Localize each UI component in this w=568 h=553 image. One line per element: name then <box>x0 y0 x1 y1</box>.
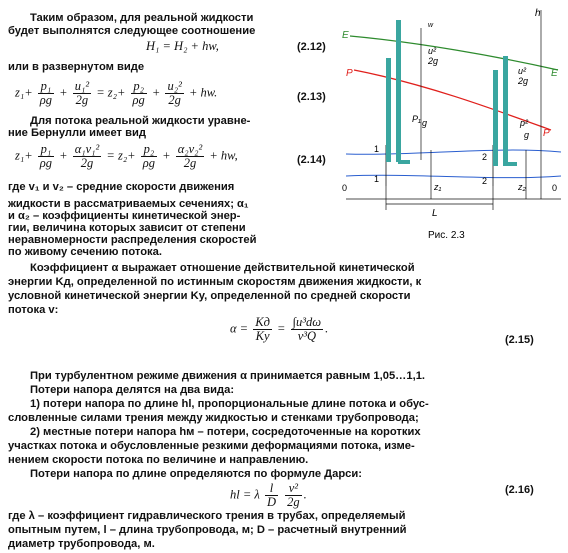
para-4-line-4: потока v: <box>8 304 59 316</box>
svg-text:E: E <box>551 68 558 79</box>
svg-text:p²: p² <box>520 118 529 128</box>
equation-2-15: α = $\frac{Kд}{Kу}$ = $\frac{\text{∫u³dω}}{\text{v³Q}}$ . <box>230 315 329 343</box>
para-3-line-2: жидкости в рассматриваемых сечениях; α₁ <box>8 198 249 210</box>
para-3-line-5: неравномерности распределения скоростей <box>8 234 257 246</box>
svg-text:w: w <box>428 22 434 29</box>
svg-text:P: P <box>543 128 550 139</box>
equation-number-2-16: (2.16) <box>505 484 534 496</box>
para-7-line-2: словленные силами трения между жидкостью и стенками трубопровода; <box>8 412 419 424</box>
para-3-line-6: по живому сечению потока. <box>8 246 162 258</box>
svg-text:2g: 2g <box>518 76 529 86</box>
svg-text:P: P <box>346 68 353 79</box>
para-8-line-3: нением скорости потока по величине и направлению. <box>8 454 309 466</box>
svg-text:1: 1 <box>374 144 380 154</box>
para-3-line-4: гии, величина которых зависит от степени <box>8 222 246 234</box>
para-6: Потери напора делятся на два вида: <box>30 384 235 396</box>
equation-2-13: z₁+ $\frac{\text{p₁}}{\rho g}$ + $\frac{\text{u₁²}}{2g}$ = z₂+ $\frac{\text{p₂}}{\rho g}$ + $\frac{\text{u₂²}}{2g}$ + hw. <box>15 79 218 107</box>
para-4-line-3: условной кинетической энергии Kу, определенной по средней скорости <box>8 290 411 302</box>
svg-text:u²: u² <box>518 66 527 76</box>
equation-number-2-14: (2.14) <box>297 154 326 166</box>
svg-text:P₁: P₁ <box>412 114 421 124</box>
svg-text:2: 2 <box>482 152 488 162</box>
svg-text:z₁: z₁ <box>434 182 442 192</box>
expanded-form-label: или в развернутом виде <box>8 61 145 73</box>
para-8-line-1: 2) местные потери напора hм – потери, сосредоточенные на коротких <box>30 426 421 438</box>
svg-text:u²: u² <box>428 46 437 56</box>
svg-text:2g: 2g <box>428 56 439 66</box>
equation-number-2-12: (2.12) <box>297 41 326 53</box>
para-8-line-2: участках потока и обусловленные резкими деформациями потока, изме- <box>8 440 415 452</box>
svg-text:g: g <box>422 118 428 128</box>
svg-text:z₂: z₂ <box>518 182 526 192</box>
para-4-line-1: Коэффициент α выражает отношение действительной кинетической <box>30 262 415 274</box>
tube-2-right <box>503 56 508 166</box>
para-10-line-1: где λ – коэффициент гидравлического трения в трубах, определяемый <box>8 510 406 522</box>
para-5: При турбулентном режиме движения α принимается равным 1,05…1,1. <box>30 370 426 382</box>
svg-text:g: g <box>524 130 530 140</box>
equation-number-2-15: (2.15) <box>505 334 534 346</box>
equation-2-14: z₁+ $\frac{\text{p₁}}{\rho g}$ + $\frac{\text{α₁v₁²}}{2g}$ = z₂+ $\frac{\text{p₂}}{\rho g}$ + $\frac{\text{α₂v₂²}}{2g}$ + hw, <box>15 142 238 170</box>
figure-2-3 <box>336 0 568 250</box>
tube-1-left <box>386 58 391 162</box>
svg-text:0: 0 <box>552 183 558 193</box>
svg-text:h: h <box>535 8 541 19</box>
para-10-line-2: опытным путем, l – длина трубопровода, м; D – расчетный внутренний <box>8 524 407 536</box>
energy-line <box>350 36 558 70</box>
svg-text:L: L <box>432 208 438 219</box>
para-3-line-1: где v₁ и v₂ – средние скорости движения <box>8 181 235 193</box>
equation-2-16: hl = λ $\frac{l}{D}$ $\frac{\text{v²}}{2g}$ . <box>230 481 307 509</box>
para-1-line-2: будет выполнятся следующее соотношение <box>8 25 256 37</box>
svg-text:1: 1 <box>374 174 380 184</box>
para-7-line-1: 1) потери напора по длине hl, пропорциональные длине потока и обус- <box>30 398 429 410</box>
tube-2-left <box>493 70 498 166</box>
para-2-line-1: Для потока реальной жидкости уравне- <box>30 115 251 127</box>
para-2-line-2: ние Бернулли имеет вид <box>8 127 146 139</box>
svg-text:0: 0 <box>342 183 348 193</box>
para-3-line-3: и α₂ – коэффициенты кинетической энер- <box>8 210 241 222</box>
para-9: Потери напора по длине определяются по формуле Дарси: <box>30 468 362 480</box>
tube-1-right <box>396 20 401 162</box>
equation-2-12: H₁ = H₂ + hw, <box>146 39 219 53</box>
figure-caption: Рис. 2.3 <box>428 230 465 241</box>
para-1-line-1: Таким образом, для реальной жидкости <box>30 12 254 24</box>
para-4-line-2: энергии Kд, определенной по истинным скоростям движения жидкости, к <box>8 276 422 288</box>
svg-text:2: 2 <box>482 176 488 186</box>
equation-number-2-13: (2.13) <box>297 91 326 103</box>
para-10-line-3: диаметр трубопровода, м. <box>8 538 155 550</box>
svg-text:E: E <box>342 30 349 41</box>
